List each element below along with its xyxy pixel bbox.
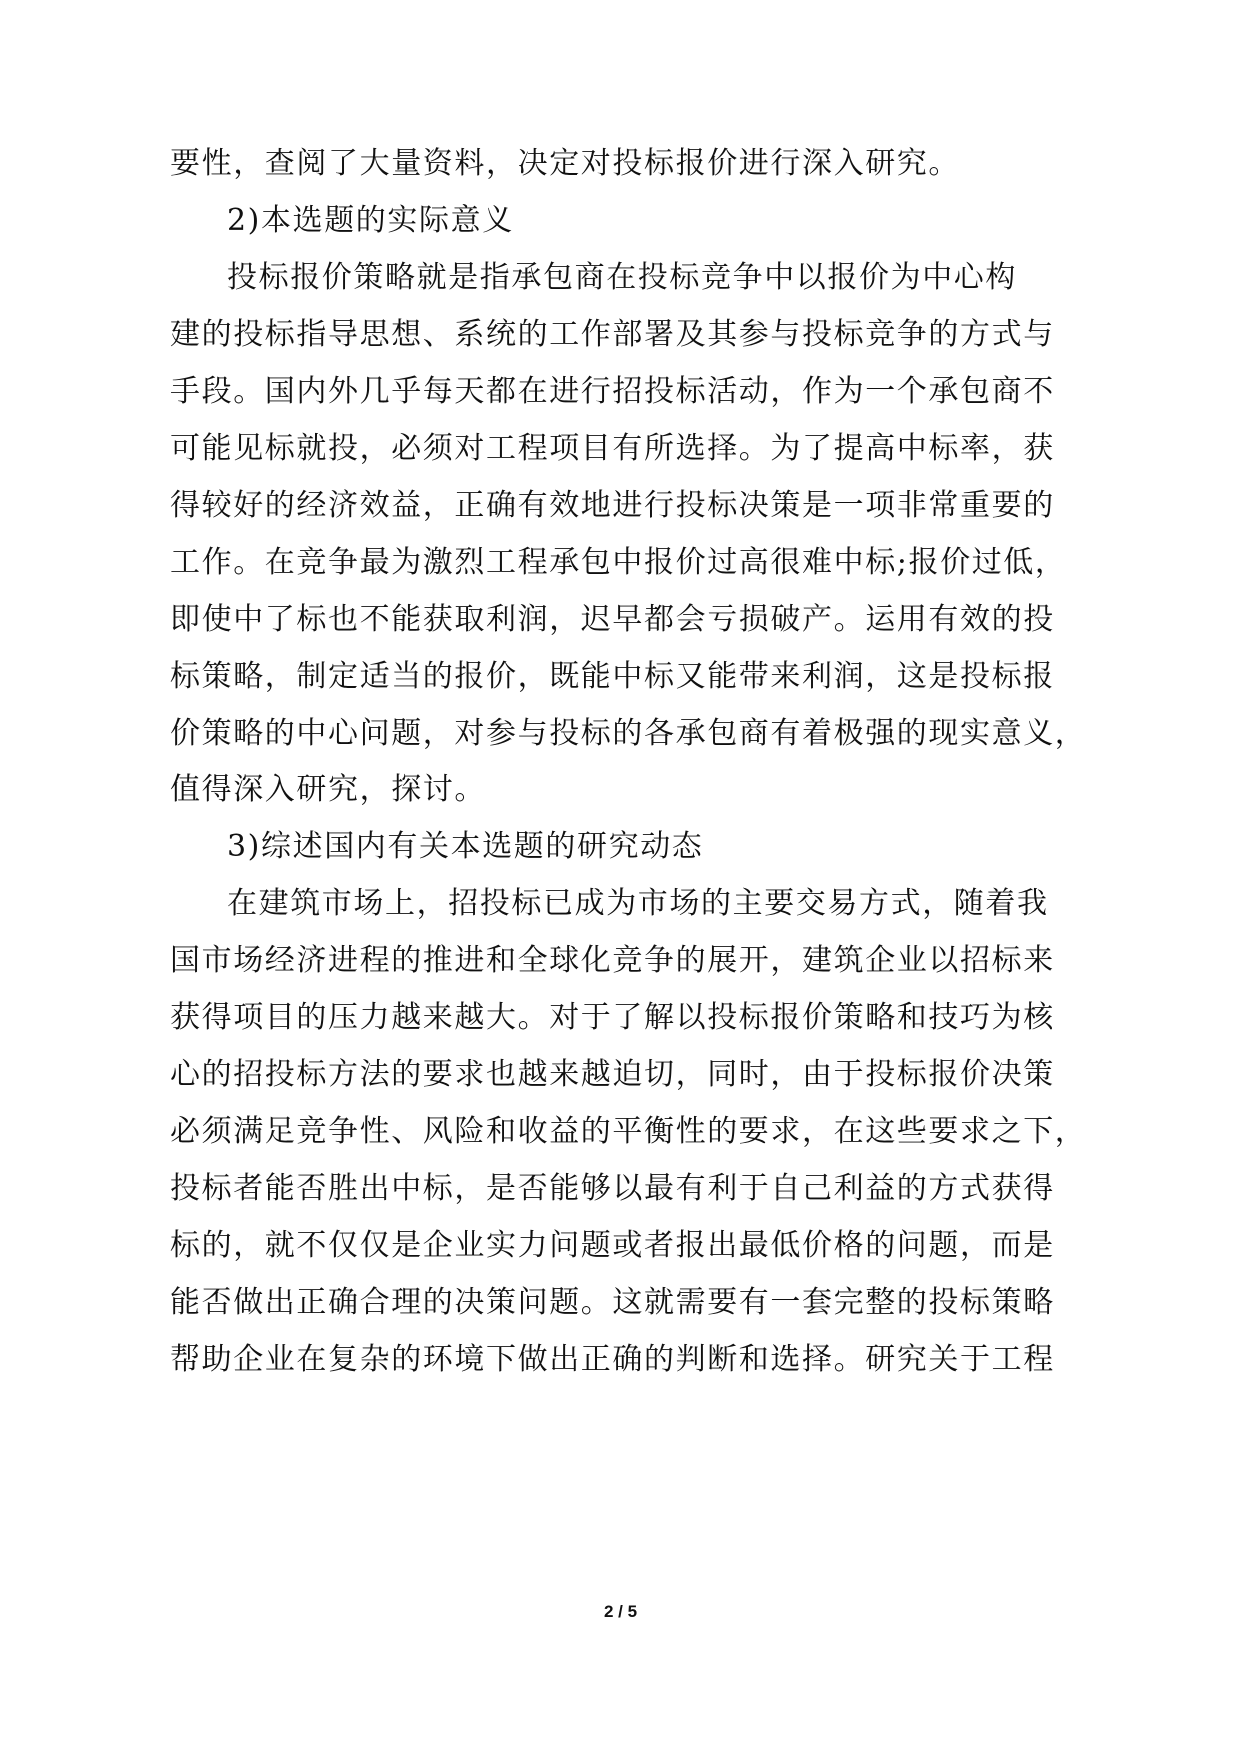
text-line: 国市场经济进程的推进和全球化竞争的展开，建筑企业以招标来 (170, 943, 1055, 978)
text-line: 要性，查阅了大量资料，决定对投标报价进行深入研究。 (170, 146, 960, 181)
text-line: 价策略的中心问题，对参与投标的各承包商有着极强的现实意义， (170, 716, 1087, 751)
heading-line: 2)本选题的实际意义 (227, 203, 514, 238)
text-line: 在建筑市场上，招投标已成为市场的主要交易方式，随着我 (227, 886, 1049, 921)
text-line: 即使中了标也不能获取利润，迟早都会亏损破产。运用有效的投 (170, 602, 1055, 637)
heading-line: 3)综述国内有关本选题的研究动态 (227, 829, 704, 864)
page-number: 2 / 5 (603, 1602, 638, 1621)
text-line: 获得项目的压力越来越大。对于了解以投标报价策略和技巧为核 (170, 1000, 1055, 1035)
text-line: 可能见标就投，必须对工程项目有所选择。为了提高中标率，获 (170, 431, 1055, 466)
text-line: 标策略，制定适当的报价，既能中标又能带来利润，这是投标报 (170, 659, 1055, 694)
text-line: 建的投标指导思想、系统的工作部署及其参与投标竞争的方式与 (170, 317, 1055, 352)
text-line: 值得深入研究，探讨。 (170, 772, 486, 807)
text-line: 必须满足竞争性、风险和收益的平衡性的要求，在这些要求之下， (170, 1114, 1087, 1149)
text-line: 标的，就不仅仅是企业实力问题或者报出最低价格的问题，而是 (170, 1228, 1055, 1263)
text-line: 心的招投标方法的要求也越来越迫切，同时，由于投标报价决策 (170, 1057, 1055, 1092)
text-line: 投标报价策略就是指承包商在投标竞争中以报价为中心构 (227, 260, 1017, 295)
text-line: 得较好的经济效益，正确有效地进行投标决策是一项非常重要的 (170, 488, 1055, 523)
text-line: 投标者能否胜出中标，是否能够以最有利于自己利益的方式获得 (170, 1171, 1055, 1206)
text-line: 工作。在竞争最为激烈工程承包中报价过高很难中标;报价过低， (170, 545, 1067, 580)
text-line: 能否做出正确合理的决策问题。这就需要有一套完整的投标策略 (170, 1285, 1055, 1320)
text-line: 手段。国内外几乎每天都在进行招投标活动，作为一个承包商不 (170, 374, 1055, 409)
text-line: 帮助企业在复杂的环境下做出正确的判断和选择。研究关于工程 (170, 1342, 1055, 1377)
